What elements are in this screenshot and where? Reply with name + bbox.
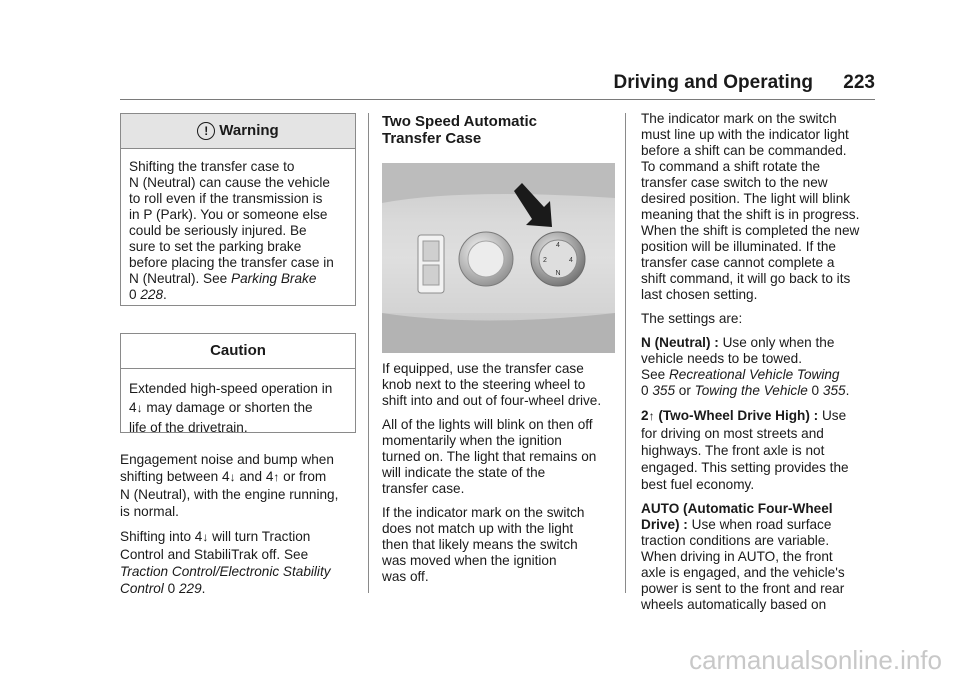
caution-body [121,369,355,445]
paragraph: If the indicator mark on the switch does not match up with the light then that likely means the switch was moved when the ignition was off. [382,505,585,584]
term-neutral: N (Neutral) : [641,335,719,350]
paragraph: AUTO (Automatic Four-Wheel Drive) : Use when road surface traction conditions are variable. When driving in AUTO, the front axle is engaged, and the vehicle's power is sent to the front and rear wheels automatically based on [641,501,845,612]
warning-line: Shifting the transfer case to [129,159,295,174]
warning-line: 0 228. [129,287,167,302]
link-traction-control[interactable]: Traction Control/Electronic Stability [120,564,331,579]
link-parking-brake[interactable]: Parking Brake [231,271,317,286]
page-ref-icon: 0 [163,581,176,596]
knob-label: N [555,270,561,277]
term-two-wheel-high: 2↑ (Two-Wheel Drive High) : [641,408,819,423]
knob-label: 4 [556,242,560,249]
page-header [120,72,875,98]
watermark: carmanualsonline.info [689,645,942,675]
link-traction-control-cont[interactable]: Control [120,581,164,596]
page-ref-icon: 0 [641,383,649,398]
warning-box [120,113,356,306]
warning-line: to roll even if the transmission is [129,191,323,206]
paragraph: 2↑ (Two-Wheel Drive High) : Use for driving on most streets and highways. The front axle is not engaged. This setting provides the best fuel economy. [641,408,849,492]
col1-text [120,451,360,605]
paragraph: The settings are: [641,311,743,326]
section-title: Driving and Operating [613,72,813,93]
caution-title: Caution [121,334,355,369]
section-heading: Transfer Case [382,130,482,147]
arrow-up-icon: ↑ [273,470,280,484]
warning-line: before placing the transfer case in [129,255,334,270]
header-rule [120,99,875,100]
warning-line: N (Neutral) can cause the vehicle [129,175,330,190]
term-auto: AUTO (Automatic Four-Wheel [641,501,833,516]
caution-line: life of the drivetrain. [129,420,248,435]
col2-text [382,361,618,593]
knob-label: 4 [569,257,573,264]
knob-illustration [382,163,615,353]
page-number: 223 [843,72,875,93]
page-ref-icon: 0 [807,383,820,398]
section-heading: Two Speed Automatic [382,113,538,130]
arrow-down-icon: ↓ [229,470,236,484]
column-divider-1 [368,113,369,593]
paragraph: If equipped, use the transfer case knob next to the steering wheel to shift into and out of four-wheel drive. [382,361,602,408]
paragraph: All of the lights will blink on then off momentarily when the ignition turned on. The light that remains on will indicate the state of the transfer case. [382,417,597,496]
page-ref-229[interactable]: 229 [175,581,202,596]
arrow-down-icon: ↓ [136,401,143,415]
warning-line: N (Neutral). See Parking Brake [129,271,317,286]
warning-icon: ! [197,122,215,140]
paragraph: Shifting into 4↓ will turn Traction Control and StabiliTrak off. See Traction Control/Electronic Stability Control 0 229. [120,529,331,596]
caution-line: Extended high-speed operation in [129,381,333,396]
arrow-down-icon: ↓ [202,530,209,544]
transfer-case-knob-image [382,163,615,353]
warning-line: in P (Park). You or someone else [129,207,328,222]
paragraph: N (Neutral) : Use only when the vehicle needs to be towed. See Recreational Vehicle Towing 0 355 or Towing the Vehicle 0 355. [641,335,850,398]
paragraph: Engagement noise and bump when shifting between 4↓ and 4↑ or from N (Neutral), with the engine running, is normal. [120,452,339,519]
warning-line: sure to set the parking brake [129,239,302,254]
arrow-up-icon: ↑ [648,409,655,423]
page-ref-355[interactable]: 355 [819,383,846,398]
warning-body [121,149,355,311]
paragraph: The indicator mark on the switch must line up with the indicator light before a shift can be commanded. To command a shift rotate the transfer case switch to the new desired position. The light will blink meaning that the shift is in progress. When the shift is completed the new position will be illuminated. If the transfer case cannot complete a shift command, it will go back to its last chosen setting. [641,111,860,302]
column-divider-2 [625,113,626,593]
link-towing-vehicle[interactable]: Towing the Vehicle [694,383,808,398]
col3-text [641,111,881,621]
caution-box [120,333,356,433]
warning-line: could be seriously injured. Be [129,223,307,238]
term-auto-cont: Drive) : [641,517,688,532]
knob-label: 2 [543,257,547,264]
col2-heading [382,113,618,147]
page-ref-355[interactable]: 355 [648,383,676,398]
caution-line: 4↓ may damage or shorten the [129,400,313,415]
page-ref-icon: 0 [129,287,137,302]
warning-title: Warning [219,122,279,139]
warning-header [121,114,355,149]
page-ref-228[interactable]: 228 [136,287,164,302]
link-rv-towing[interactable]: Recreational Vehicle Towing [668,367,840,382]
